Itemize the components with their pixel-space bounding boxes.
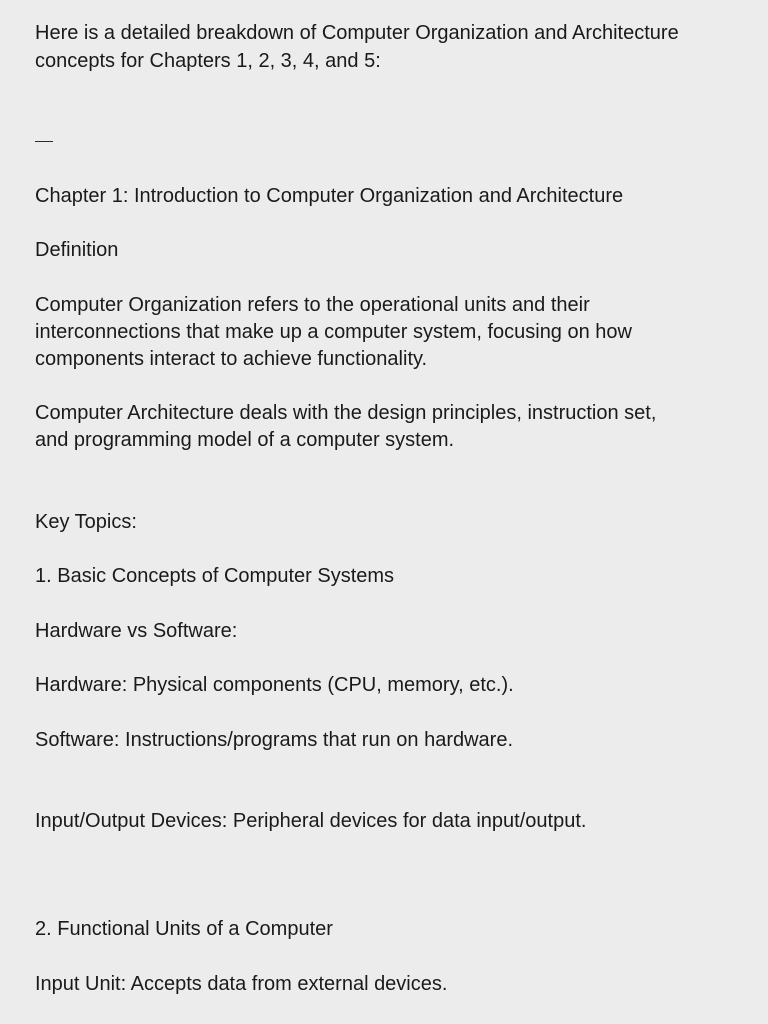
topic-2-heading: 2. Functional Units of a Computer bbox=[35, 918, 333, 940]
topic-1-heading: 1. Basic Concepts of Computer Systems bbox=[35, 565, 395, 587]
section-divider bbox=[35, 141, 53, 142]
input-unit-definition: Input Unit: Accepts data from external devices. bbox=[35, 973, 448, 995]
io-devices-definition: Input/Output Devices: Peripheral devices for data input/output. bbox=[35, 810, 587, 832]
software-definition: Software: Instructions/programs that run on hardware. bbox=[35, 729, 514, 751]
architecture-text-line-1: Computer Architecture deals with the design principles, instruction set, bbox=[35, 402, 657, 424]
hardware-vs-software: Hardware vs Software: bbox=[35, 620, 238, 642]
organization-text-line-2: interconnections that make up a computer system, focusing on how bbox=[35, 321, 632, 343]
chapter-1-heading: Chapter 1: Introduction to Computer Organization and Architecture bbox=[35, 185, 624, 207]
intro-text-line-1: Here is a detailed breakdown of Computer Organization and Architecture bbox=[35, 22, 679, 44]
hardware-definition: Hardware: Physical components (CPU, memory, etc.). bbox=[35, 674, 514, 696]
organization-text-line-1: Computer Organization refers to the operational units and their bbox=[35, 294, 590, 316]
organization-text-line-3: components interact to achieve functionality. bbox=[35, 348, 428, 370]
intro-text-line-2: concepts for Chapters 1, 2, 3, 4, and 5: bbox=[35, 50, 381, 72]
architecture-text-line-2: and programming model of a computer system. bbox=[35, 429, 455, 451]
definition-heading: Definition bbox=[35, 239, 119, 261]
key-topics-heading: Key Topics: bbox=[35, 511, 137, 533]
